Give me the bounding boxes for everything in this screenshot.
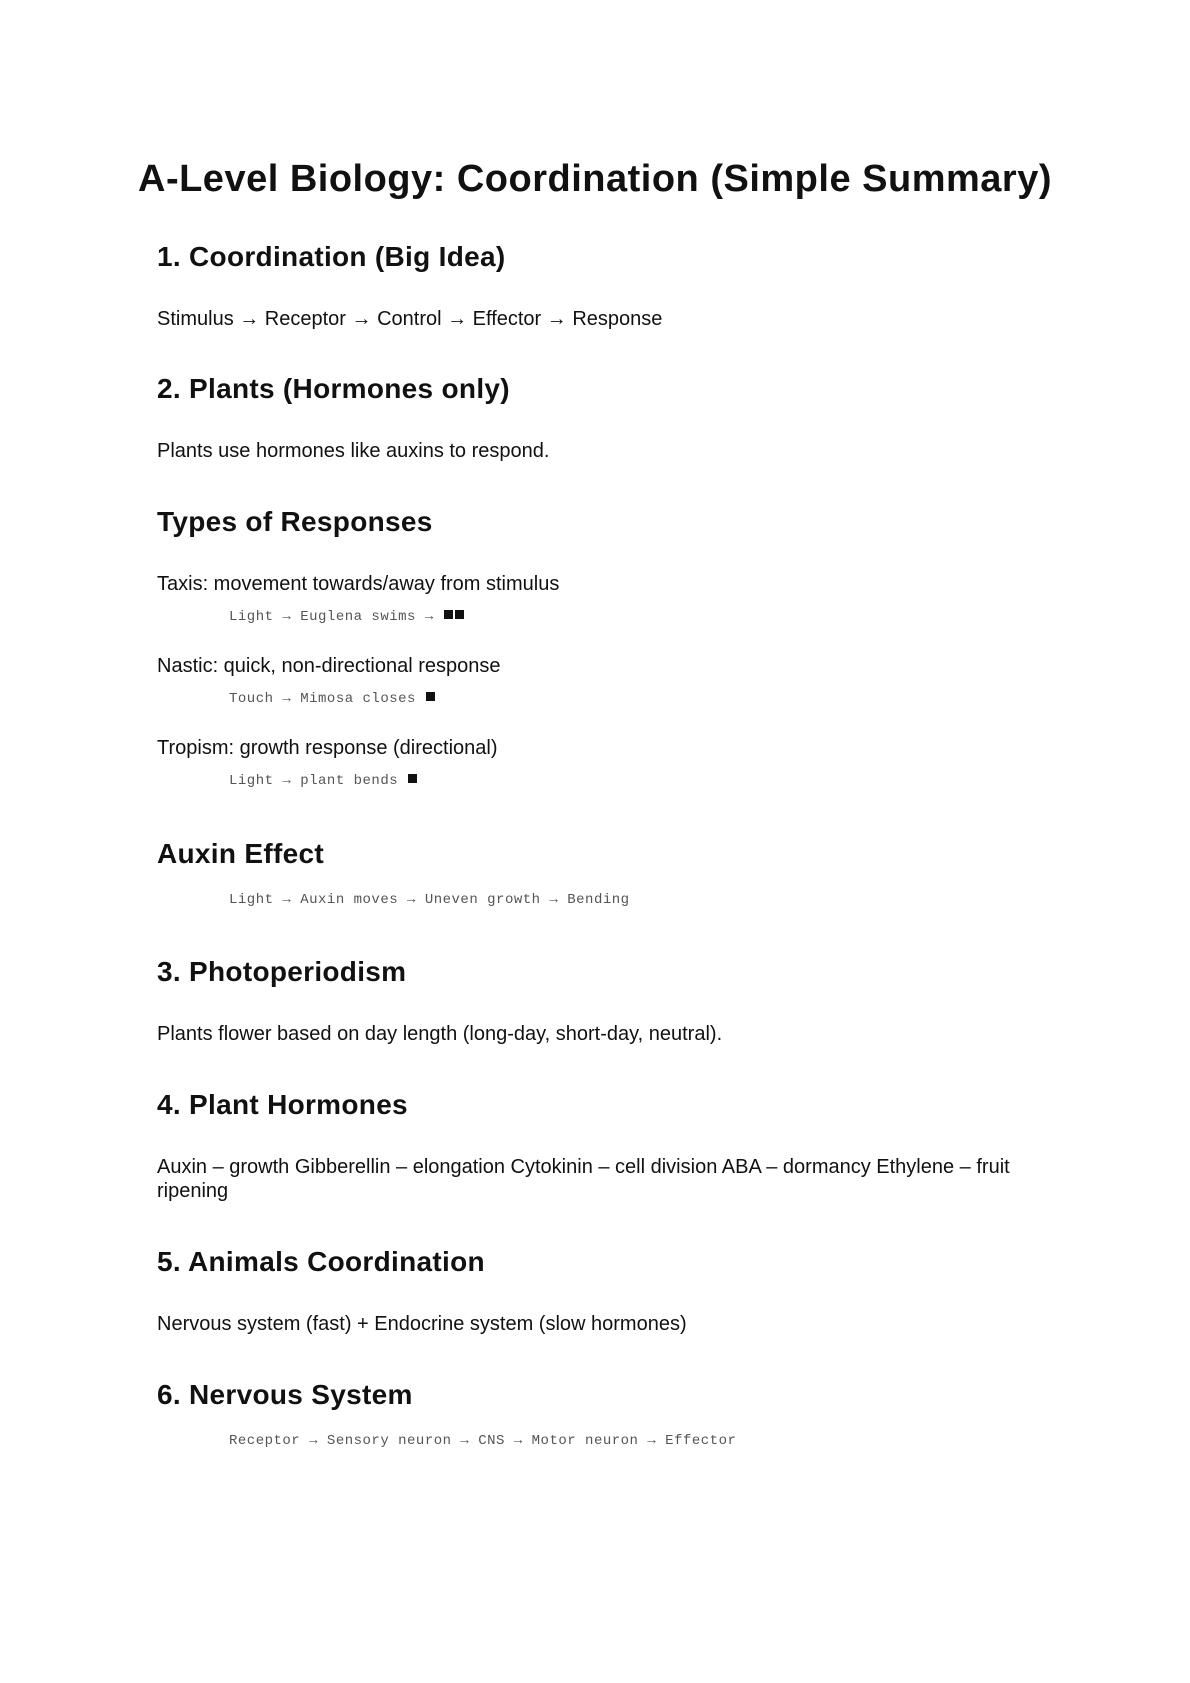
section-heading-animals-coordination: 5. Animals Coordination [157, 1246, 485, 1277]
animals-coordination-text: Nervous system (fast) + Endocrine system (slow hormones) [157, 1313, 687, 1335]
section-heading-types-of-responses: Types of Responses [157, 506, 433, 537]
plants-text: Plants use hormones like auxins to respond. [157, 440, 550, 462]
nervous-system-example: Receptor → Sensory neuron → CNS → Motor neuron → Effector [229, 1433, 737, 1449]
section-heading-coordination: 1. Coordination (Big Idea) [157, 241, 506, 272]
nastic-example [229, 690, 435, 708]
tropism-text: Tropism: growth response (directional) [157, 737, 498, 759]
nastic-text: Nastic: quick, non-directional response [157, 655, 501, 677]
tropism-marks [406, 773, 417, 789]
page-title: A-Level Biology: Coordination (Simple Summary) [138, 158, 1052, 200]
section-heading-photoperiodism: 3. Photoperiodism [157, 956, 407, 987]
taxis-example [229, 608, 464, 626]
section-heading-nervous-system: 6. Nervous System [157, 1379, 413, 1410]
section-heading-auxin-effect: Auxin Effect [157, 838, 324, 869]
coordination-flow-text: Stimulus → Receptor → Control → Effector → Response [157, 308, 663, 330]
nastic-marks [424, 691, 435, 707]
photoperiodism-text: Plants flower based on day length (long-day, short-day, neutral). [157, 1023, 723, 1045]
square-icon [455, 610, 464, 619]
section-heading-plants: 2. Plants (Hormones only) [157, 373, 510, 404]
tropism-example-text: Light → plant bends [229, 773, 399, 789]
section-heading-plant-hormones: 4. Plant Hormones [157, 1089, 408, 1120]
plant-hormones-text: Auxin – growth Gibberellin – elongation Cytokinin – cell division ABA – dormancy Ethylene – fruit ripening [157, 1156, 1010, 1202]
square-icon [426, 692, 435, 701]
nastic-example-text: Touch → Mimosa closes [229, 691, 416, 707]
taxis-text: Taxis: movement towards/away from stimulus [157, 573, 560, 595]
square-icon [444, 610, 453, 619]
auxin-effect-example: Light → Auxin moves → Uneven growth → Bending [229, 892, 630, 908]
tropism-example [229, 772, 417, 790]
square-icon [408, 774, 417, 783]
taxis-marks [442, 609, 464, 625]
taxis-example-text: Light → Euglena swims → [229, 609, 434, 625]
